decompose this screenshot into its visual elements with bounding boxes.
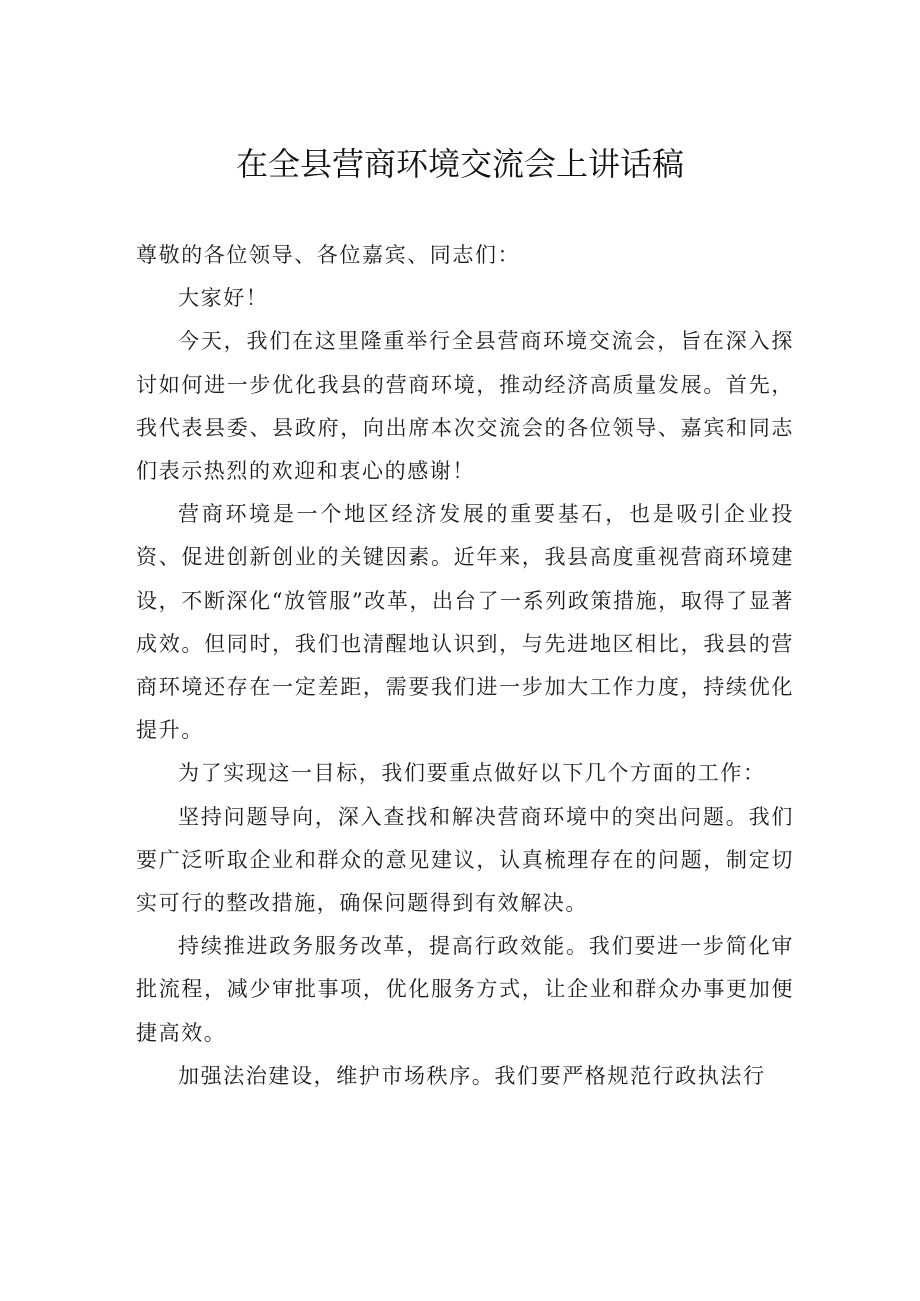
salutation: 尊敬的各位领导、各位嘉宾、同志们：: [136, 243, 521, 267]
paragraph-background: 营商环境是一个地区经济发展的重要基石，也是吸引企业投资、促进创新创业的关键因素。近年来，我县高度重视营商环境建设，不断深化“放管服”改革，出台了一系列政策措施，取得了显著成效。但同时，我们也清醒地认识到，与先进地区相比，我县的营商环境还存在一定差距，需要我们进一步加大工作力度，持续优化提升。: [136, 502, 794, 743]
document-body: [136, 234, 794, 1098]
paragraph-greeting: 大家好！: [178, 286, 269, 311]
document-title: 在全县营商环境交流会上讲话稿: [235, 145, 684, 183]
paragraph-problem-oriented: 坚持问题导向，深入查找和解决营商环境中的突出问题。我们要广泛听取企业和群众的意见建议，认真梳理存在的问题，制定切实可行的整改措施，确保问题得到有效解决。: [136, 804, 794, 916]
paragraph-opening: 今天，我们在这里隆重举行全县营商环境交流会，旨在深入探讨如何进一步优化我县的营商环境，推动经济高质量发展。首先，我代表县委、县政府，向出席本次交流会的各位领导、嘉宾和同志们表示热烈的欢迎和衷心的感谢！: [136, 329, 794, 484]
paragraph-service-reform: 持续推进政务服务改革，提高行政效能。我们要进一步简化审批流程，减少审批事项，优化服务方式，让企业和群众办事更加便捷高效。: [136, 934, 794, 1045]
paragraph-goals-intro: 为了实现这一目标，我们要重点做好以下几个方面的工作：: [178, 761, 766, 786]
paragraph-rule-of-law: 加强法治建设，维护市场秩序。我们要严格规范行政执法行: [178, 1063, 766, 1088]
